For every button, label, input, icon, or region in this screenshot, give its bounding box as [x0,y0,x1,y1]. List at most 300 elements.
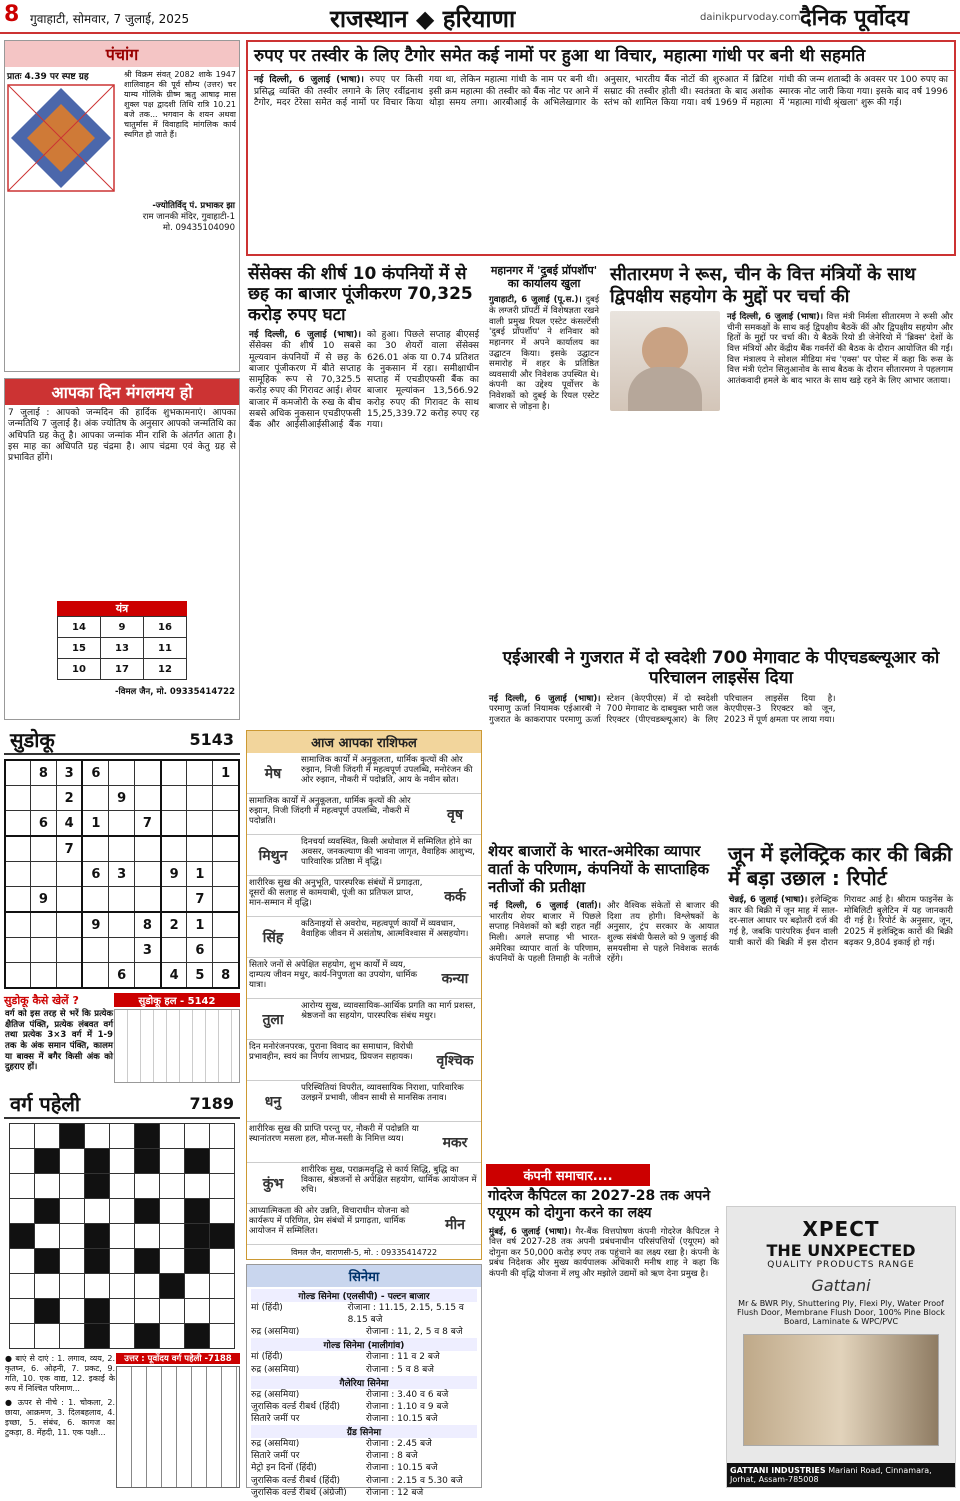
crossword-black-cell [85,1299,110,1324]
ev-headline[interactable]: जून में इलेक्ट्रिक कार की बिक्री में बड़ा उछाल : रिपोर्ट [728,842,953,890]
crossword-cell[interactable] [110,1149,135,1174]
sudoku-cell[interactable] [56,887,82,913]
crossword-black-cell [160,1274,185,1299]
lead-dateline: नई दिल्ली, 6 जुलाई (भाषा)। [254,75,364,86]
sudoku-cell[interactable] [213,811,239,837]
crossword-solution-grid [116,1366,240,1488]
crossword-clues-down: ● ऊपर से नीचे : 1. चोकला, 2. छाया, आक्रमण, 3. दिलबहलाव, 4. इच्छा, 5. संबंध, 6. कागज का टुकड़ा, 8. मेंहदी, 11. एक पक्षी... [5,1398,115,1437]
sudoku-cell[interactable]: 7 [187,887,213,913]
sudoku-cell[interactable] [161,760,187,786]
crossword-cell[interactable] [85,1124,110,1149]
zodiac-sign-name: धनु [264,1093,282,1110]
section-title: राजस्थान ◆ हरियाणा [330,5,516,33]
company-headline[interactable]: गोदरेज कैपिटल का 2027-28 तक अपने एयूएम को दोगुना करने का लक्ष्य [488,1188,711,1221]
crossword-cell[interactable] [185,1274,210,1299]
crossword-title: वर्ग पहेली [10,1092,81,1116]
sudoku-cell[interactable] [109,836,135,862]
sudoku-cell[interactable] [82,887,108,913]
panchang-title: पंचांग [5,41,239,67]
ad-address: Mariani Road, Cinnamara, Jorhat, Assam-785008 [730,1466,932,1484]
sudoku-cell[interactable] [5,836,30,862]
crossword-cell[interactable] [60,1249,85,1274]
crossword-cell[interactable] [210,1174,235,1199]
rashifal-row [247,917,481,958]
aerb-headline[interactable]: एईआरबी ने गुजरात में दो स्वदेशी 700 मेगावाट के पीएचडब्ल्यूआर को परिचालन लाइसेंस दिया [502,648,940,689]
rashifal-row [247,835,481,876]
crossword-black-cell [85,1249,110,1274]
sudoku-title: सुडोकू [10,728,55,752]
crossword-cell[interactable] [10,1199,35,1224]
dubai-body: दुबई के लग्जरी प्रॉपर्टी में विशेषज्ञता रखने वाली प्रमुख रियल एस्टेट कंसल्टेंसी 'दुबई प्रॉपर्शॉप' ने शनिवार को महानगर में अपने कार्यालय का उद्घाटन किया। इसके उद्घाटन समारोह में शहर के प्रतिष्ठित व्यवसायी और निवेशक उपस्थित थे। कंपनी का उद्देश्य पूर्वोत्तर के निवेशकों को दुबई के रियल एस्टेट बाजार से जोड़ना है। [489,295,600,412]
sitharaman-story [606,262,956,642]
company-dateline: मुंबई, 6 जुलाई (भाषा)। [489,1226,572,1237]
dubai-headline[interactable]: महानगर में 'दुबई प्रॉपर्शॉप' का कार्यालय खुला [490,264,598,291]
crossword-cell[interactable] [60,1149,85,1174]
zodiac-sign-name: वृष [447,806,463,823]
crossword-cell[interactable] [110,1199,135,1224]
sudoku-cell[interactable] [187,760,213,786]
sudoku-cell[interactable]: 3 [134,938,160,963]
ad-brand: Gattani [811,1276,871,1295]
sudoku-cell[interactable] [30,862,56,887]
zodiac-sign-text: शारीरिक सुख की प्राप्ति परन्तु पर, नौकरी में पदोन्नति या स्थानांतरण मसला हल, मौज-मस्ती के निमित्त व्यय। [249,1124,419,1145]
crossword-cell[interactable] [35,1324,60,1349]
sudoku-box [4,726,240,1088]
sudoku-cell[interactable] [187,811,213,837]
sudoku-cell[interactable] [213,938,239,963]
horoscope-chart-icon [7,84,115,192]
sudoku-cell[interactable]: 9 [109,786,135,811]
lead-body: रुपए पर किसी प्रसिद्ध व्यक्ति की तस्वीर लगाने के लिए रवींद्रनाथ टैगोर, मदर टेरेसा समेत कई नामों पर विचार किया गया था, लेकिन महात्मा गांधी के नाम पर बनी थी। इसी क्रम महात्मा की तस्वीर को बैंक नोट पर आने में थोड़ा समय लगा। आरबीआई के अभिलेखागार के अनुसार, भारतीय बैंक नोटों की शुरुआत में ब्रिटिश सम्राट की तस्वीर होती थी। स्वतंत्रता के बाद अशोक स्तंभ को शामिल किया गया। वर्ष 1969 में महात्मा गांधी की जन्म शताब्दी के अवसर पर 100 रुपए का स्मारक नोट जारी किया गया। इसके बाद वर्ष 1996 में 'महात्मा गांधी श्रृंखला' शुरू की गई। [254,75,948,108]
crossword-cell[interactable] [210,1274,235,1299]
crossword-cell[interactable] [10,1174,35,1199]
sudoku-cell[interactable] [161,786,187,811]
sudoku-cell[interactable] [82,963,108,989]
crossword-grid[interactable] [9,1123,235,1349]
sudoku-cell[interactable] [134,786,160,811]
masthead [0,0,960,34]
sudoku-cell[interactable]: 1 [213,760,239,786]
sudoku-cell[interactable] [109,760,135,786]
sudoku-cell[interactable]: 7 [134,811,160,837]
crossword-black-cell [35,1199,60,1224]
sensex-story [246,262,482,722]
crossword-cell[interactable] [160,1249,185,1274]
cinema-hall: गोल्ड सिनेमा (एलसीपी) - पल्टन बाजार [251,1289,477,1302]
company-news [486,1164,722,1488]
sudoku-cell[interactable]: 6 [187,938,213,963]
zodiac-sign-text: शारीरिक सुख की अनुभूति, पारस्परिक संबंधों में प्रगाढ़ता, दूसरों की सलाह से कामयाबी, पूंजी का प्रतिफल प्राप्त, मान-सम्मान में वृद्धि। [249,878,423,909]
rashifal-row [247,876,481,917]
crossword-cell[interactable] [10,1299,35,1324]
cinema-time: रोजाना : 2.45 बजे [366,1439,432,1450]
company-news-label: कंपनी समाचार.... [486,1164,650,1186]
sudoku-cell[interactable] [109,811,135,837]
cinema-hall: गैलेरिया सिनेमा [251,1376,477,1389]
cinema-listing [251,1413,477,1425]
sudoku-cell[interactable] [5,862,30,887]
dateline: गुवाहाटी, सोमवार, 7 जुलाई, 2025 [30,12,190,26]
crossword-black-cell [10,1224,35,1249]
cinema-film: मां (हिंदी) [251,1352,283,1363]
dubai-dateline: गुवाहाटी, 6 जुलाई (पू.स.)। [489,295,582,306]
crossword-black-cell [185,1249,210,1274]
crossword-cell[interactable] [110,1274,135,1299]
yantra-title: यंत्र [57,601,187,616]
crossword-black-cell [135,1199,160,1224]
website-link[interactable]: dainikpurvoday.com [700,12,801,23]
ad-product-image [743,1334,939,1446]
sudoku-cell[interactable]: 8 [213,963,239,989]
crossword-cell[interactable] [110,1224,135,1249]
sudoku-cell[interactable] [187,836,213,862]
zodiac-sign-name: मकर [442,1134,468,1151]
cinema-time: रोजाना : 12 बजे [366,1487,424,1498]
sudoku-cell[interactable] [5,811,30,837]
sudoku-cell[interactable]: 9 [161,862,187,887]
daily-box-body: 7 जुलाई : आपको जन्मदिन की हार्दिक शुभकामनाएं। आपका जन्मतिथि 7 जुलाई है। अंक ज्योतिष के अनुसार आपको जन्मतिथि का अधिपति ग्रह केतु है। आपका जन्मांक मीन राशि के अंतर्गत आता है। इस माह का अधिपति ग्रह चंद्रमा है। आप चंद्रमा एवं केतु ग्रह से प्रभावित होंगे। [8,408,236,463]
zodiac-sign-text: सामाजिक कार्यों में अनुकूलता, धार्मिक कृत्यों की ओर रुझान, निजी जिंदगी में महत्वपूर्ण उपलब्धि, मनोरंजन की ओर रुझान, नौकरी में पदोन्नति, आय के नवीन स्रोत। [301,755,473,786]
cinema-listing [251,1364,477,1376]
crossword-cell[interactable] [85,1199,110,1224]
sudoku-cell[interactable] [213,862,239,887]
sudoku-cell[interactable]: 6 [82,862,108,887]
sudoku-cell[interactable]: 6 [109,963,135,989]
sudoku-cell[interactable] [109,912,135,938]
sudoku-cell[interactable] [82,836,108,862]
crossword-cell[interactable] [135,1274,160,1299]
crossword-black-cell [210,1224,235,1249]
sitharaman-body: वित्त मंत्री निर्मला सीतारमण ने रूसी और चीनी समकक्षों के साथ कई द्विपक्षीय बैठकें कीं और द्विपक्षीय सहयोग और हितों के मुद्दों पर चर्चा की। ये बैठकें रियो डी जेनेरियो में 'ब्रिक्स' देशों के वित्त मंत्रियों और केंद्रीय बैंक गवर्नरों की बैठक के दौरान आयोजित की गईं। वित्त मंत्रालय ने सोशल मीडिया मंच 'एक्स' पर पोस्ट में कहा कि रूस के वित्त मंत्री एंटोन सिलुआनोव के साथ बैठक के दौरान सीतारमण ने पहलगाम आतंकवादी हमले के बाद भारत के साथ खड़े रहने के लिए आभार जताया। [727,312,953,386]
cinema-listing [251,1326,477,1338]
sudoku-cell[interactable] [134,836,160,862]
zodiac-sign-name: सिंह [262,929,284,946]
crossword-cell[interactable] [135,1224,160,1249]
sudoku-cell[interactable] [5,760,30,786]
sudoku-cell[interactable] [213,836,239,862]
rashifal-row [247,1204,481,1245]
crossword-cell[interactable] [10,1324,35,1349]
sudoku-cell[interactable]: 7 [56,836,82,862]
sudoku-cell[interactable] [109,938,135,963]
crossword-cell[interactable] [210,1249,235,1274]
crossword-cell[interactable] [35,1124,60,1149]
rashifal-row [247,1163,481,1204]
crossword-cell[interactable] [160,1299,185,1324]
crossword-cell[interactable] [60,1224,85,1249]
crossword-black-cell [35,1249,60,1274]
sudoku-cell[interactable]: 6 [82,760,108,786]
sudoku-cell[interactable] [161,887,187,913]
crossword-cell[interactable] [210,1199,235,1224]
cinema-film: रुद्र (असमिया) [251,1327,300,1338]
crossword-cell[interactable] [185,1124,210,1149]
crossword-cell[interactable] [210,1149,235,1174]
cinema-listing [251,1475,477,1487]
cinema-listing [251,1450,477,1462]
sudoku-cell[interactable]: 2 [56,786,82,811]
zodiac-sign-name: मिथुन [258,847,288,864]
rashifal-row [247,1040,481,1081]
cinema-listing [251,1401,477,1413]
cinema-film: रुद्र (असमिया) [251,1389,300,1400]
sudoku-cell[interactable]: 1 [82,811,108,837]
sudoku-cell[interactable] [213,887,239,913]
sudoku-cell[interactable] [56,912,82,938]
cinema-time: रोजाना : 11.15, 2.15, 5.15 व 8.15 बजे [347,1303,464,1326]
cinema-time: रोजाना : 10.15 बजे [366,1463,438,1474]
sitharaman-photo [610,311,720,411]
crossword-cell[interactable] [110,1299,135,1324]
cinema-film: मेट्रो इन दिनों (हिंदी) [251,1463,317,1474]
ad-tagline-3: QUALITY PRODUCTS RANGE [767,1260,915,1270]
zodiac-sign-text: परिस्थितियां विपरीत, व्यावसायिक निराशा, पारिवारिक उलझनें प्रभावी, जीवन साथी से मानसिक तनाव। [301,1083,464,1104]
rashifal-row [247,1122,481,1163]
sudoku-cell[interactable] [5,786,30,811]
sudoku-cell[interactable] [161,811,187,837]
rashifal-title: आज आपका राशिफल [247,731,481,753]
daily-box-title: आपका दिन मंगलमय हो [5,379,239,405]
rashifal-row [247,1081,481,1122]
crossword-black-cell [85,1324,110,1349]
crossword-black-cell [135,1124,160,1149]
sudoku-cell[interactable] [5,963,30,989]
cinema-time: रोजाना : 5 व 8 बजे [366,1364,434,1375]
crossword-cell[interactable] [110,1324,135,1349]
sitharaman-headline[interactable]: सीतारमण ने रूस, चीन के वित्त मंत्रियों के साथ द्विपक्षीय सहयोग के मुद्दों पर चर्चा की [610,264,916,307]
sudoku-cell[interactable] [134,862,160,887]
ad-products: Mr & BWR Ply, Shuttering Ply, Flexi Ply, Water Proof Flush Door, Membrane Flush Door, 100% Pine Block Board, Laminate & WPC/PVC [737,1299,945,1326]
crossword-cell[interactable] [60,1324,85,1349]
sudoku-cell[interactable] [56,938,82,963]
sitharaman-dateline: नई दिल्ली, 6 जुलाई (भाषा)। [727,312,824,323]
sudoku-solution-title: सुडोकू हल - 5142 [114,993,240,1007]
cinema-film: जुरासिक वर्ल्ड रीबर्थ (अंग्रेजी) [251,1487,347,1498]
sensex-dateline: नई दिल्ली, 6 जुलाई (भाषा)। [249,330,361,341]
sudoku-cell[interactable] [161,938,187,963]
cinema-film: रुद्र (असमिया) [251,1439,300,1450]
crossword-cell[interactable] [160,1149,185,1174]
zodiac-sign-name: मेष [264,765,282,782]
crossword-cell[interactable] [60,1174,85,1199]
cinema-title: सिनेमा [247,1265,481,1287]
share-body: भारतीय शेयर बाजार में पिछले सप्ताह निवेशकों को बड़ी राहत नहीं मिली। अगले सप्ताह भी भारत-अमेरिका व्यापार वार्ता के परिणाम, कंपनियों के पहली तिमाही के नतीजे और वैश्विक संकेतों से बाजार की दिशा तय होगी। विश्लेषकों के अनुसार, ट्रंप सरकार के आयात शुल्क संबंधी फैसले को 9 जुलाई की समयसीमा से पहले निवेशक सतर्क रहेंगे। [489,901,719,965]
aerb-dateline: नई दिल्ली, 6 जुलाई (भाषा)। [489,693,601,704]
sudoku-cell[interactable] [30,963,56,989]
sudoku-cell[interactable] [213,786,239,811]
crossword-cell[interactable] [185,1299,210,1324]
sudoku-cell[interactable] [5,912,30,938]
sudoku-cell[interactable]: 9 [82,912,108,938]
sudoku-cell[interactable]: 4 [161,963,187,989]
crossword-black-cell [35,1299,60,1324]
gattani-ad[interactable] [726,1206,956,1488]
cinema-listing [251,1462,477,1474]
zodiac-sign-name: मीन [445,1216,465,1233]
crossword-cell[interactable] [160,1199,185,1224]
ad-tagline-1: XPECT [802,1217,880,1241]
cinema-time: रोजाना : 1.10 व 9 बजे [366,1401,449,1412]
page-number: 8 [4,2,20,27]
sudoku-cell[interactable] [161,836,187,862]
ev-body: इलेक्ट्रिक कार की बिक्री में जून माह में साल-दर-साल आधार पर बढ़ोतरी दर्ज की गई है, जबकि पारंपरिक ईंधन वाली यात्री कारों की बिक्री में इस दौरान गिरावट आई है। श्रीराम फाइनेंस के मोबिलिटी बुलेटिन में यह जानकारी दी गई है। रिपोर्ट के अनुसार, जून, 2025 में इलेक्ट्रिक कारों की बिक्री बढ़कर 9,804 इकाई हो गई। [729,895,953,948]
rashifal-row [247,958,481,999]
crossword-cell[interactable] [10,1274,35,1299]
ad-tagline-2: THE UNXPECTED [766,1241,916,1260]
panchang-phone: मो. 09435104090 [162,223,235,233]
share-story [486,840,722,1160]
crossword-cell[interactable] [35,1274,60,1299]
cinema-time: रोजाना : 8 बजे [366,1451,418,1462]
sudoku-cell[interactable]: 2 [161,912,187,938]
crossword-cell[interactable] [35,1224,60,1249]
crossword-black-cell [35,1149,60,1174]
cinema-listing [251,1487,477,1499]
rashifal-row [247,999,481,1040]
cinema-film: सितारे जमीं पर [251,1413,300,1424]
crossword-cell[interactable] [10,1249,35,1274]
sudoku-cell[interactable] [134,963,160,989]
rashifal-footer: विमल जैन, वाराणसी-5, मो. : 09335414722 [290,1248,438,1257]
sudoku-cell[interactable] [56,963,82,989]
zodiac-sign-name: कन्या [441,970,469,987]
cinema-time: रोजाना : 11 व 2 बजे [366,1352,440,1363]
yantra-grid: 14 9 16 15 13 11 10 17 12 [57,616,187,680]
cinema-listing [251,1389,477,1401]
zodiac-sign-text: दिनचर्या व्यवस्थित, किसी अधोवाल में सम्मिलित होने का अवसर, जनकल्याण की भावना जागृत, वैवाहिक आशुभ्य, पारिवारिक प्रतिष्ठा में वृद्धि। [301,837,475,868]
crossword-cell[interactable] [185,1174,210,1199]
crossword-cell[interactable] [85,1274,110,1299]
cinema-time: रोजाना : 3.40 व 6 बजे [366,1389,449,1400]
zodiac-sign-name: कर्क [444,888,466,905]
sudoku-cell[interactable] [134,887,160,913]
cinema-film: सितारे जमीं पर [251,1451,300,1462]
sudoku-grid[interactable] [4,759,240,989]
crossword-black-cell [85,1224,110,1249]
brand-logo: दैनिक पूर्वोदय [800,6,910,31]
crossword-black-cell [185,1324,210,1349]
sudoku-cell[interactable] [30,836,56,862]
crossword-cell[interactable] [160,1324,185,1349]
sunrise-note: प्रातः 4.39 पर स्पष्ट ग्रह [7,72,89,82]
cinema-film: जुरासिक वर्ल्ड रीबर्थ (हिंदी) [251,1475,341,1486]
crossword-cell[interactable] [160,1174,185,1199]
crossword-cell[interactable] [60,1274,85,1299]
crossword-cell[interactable] [35,1174,60,1199]
rashifal-box [246,730,482,1260]
sudoku-cell[interactable]: 8 [30,760,56,786]
cinema-film: मां (हिंदी) [251,1303,283,1313]
crossword-black-cell [185,1149,210,1174]
cinema-film: रुद्र (असमिया) [251,1364,300,1375]
crossword-cell[interactable] [210,1124,235,1149]
share-headline[interactable]: शेयर बाजारों के भारत-अमेरिका व्यापार वार्ता के परिणाम, कंपनियों के साप्ताहिक नतीजों की प्रतीक्षा [488,842,710,896]
sudoku-cell[interactable] [109,887,135,913]
sudoku-howto-title: सुडोकू कैसे खेलें ? [4,994,79,1007]
zodiac-sign-text: कठिनाइयों से अवरोध, महत्वपूर्ण कार्यों में व्यवधान, वैवाहिक जीवन में असंतोष, आत्मविश्वास में असहयोग। [301,919,469,940]
zodiac-sign-text: दिन मनोरंजनपरक, पुराना विवाद का समाधान, विरोधी प्रभावहीन, स्वयं का निर्णय लाभप्रद, प्रियजन सहायक। [249,1042,414,1063]
sudoku-cell[interactable]: 1 [187,862,213,887]
sudoku-cell[interactable] [30,786,56,811]
sudoku-number: 5143 [189,730,234,749]
crossword-cell[interactable] [110,1124,135,1149]
sudoku-cell[interactable]: 1 [187,912,213,938]
sudoku-cell[interactable] [30,912,56,938]
zodiac-sign-name: वृश्चिक [436,1052,474,1069]
sudoku-cell[interactable]: 6 [30,811,56,837]
sudoku-cell[interactable] [30,938,56,963]
lead-story [246,40,956,256]
rashifal-row [247,794,481,835]
cinema-time: रोजाना : 2.15 व 5.30 बजे [366,1475,463,1486]
sudoku-cell[interactable]: 5 [187,963,213,989]
crossword-cell[interactable] [10,1149,35,1174]
crossword-black-cell [85,1149,110,1174]
crossword-black-cell [135,1249,160,1274]
cinema-film: जुरासिक वर्ल्ड रीबर्थ (हिंदी) [251,1401,341,1412]
sudoku-cell[interactable] [82,786,108,811]
crossword-cell[interactable] [210,1299,235,1324]
crossword-cell[interactable] [210,1324,235,1349]
crossword-cell[interactable] [110,1174,135,1199]
panchang-author: -ज्योतिर्विद् पं. प्रभाकर झा [152,201,235,211]
sensex-headline[interactable]: सेंसेक्स की शीर्ष 10 कंपनियों में से छह का बाजार पूंजीकरण 70,325 करोड़ रुपए घटा [248,264,473,325]
daily-box-footer: -विमल जैन, मो. 09335414722 [114,687,235,697]
panchang-body: श्री विक्रम संवत् 2082 शाके 1947 शालिवाहन की पूर्व सौम्य (उत्तर) चर याम्य गोलिके ग्रीष्म ऋतु आषाढ़ मास शुक्ल पक्ष द्वादशी तिथि रात्रि 10.21 बजे तक... भगवान के शयन अथवा चातुर्मास में विवाहादि मांगलिक कार्य स्थगित हो जाते हैं। [124,70,236,139]
sudoku-cell[interactable]: 9 [30,887,56,913]
zodiac-sign-name: कुंभ [262,1175,284,1192]
ad-company: GATTANI INDUSTRIES [730,1466,826,1475]
crossword-number: 7189 [189,1094,234,1113]
sudoku-cell[interactable] [82,938,108,963]
aerb-story [486,646,956,836]
sudoku-cell[interactable]: 3 [56,760,82,786]
crossword-cell[interactable] [110,1249,135,1274]
sudoku-cell[interactable]: 3 [109,862,135,887]
crossword-cell[interactable] [60,1299,85,1324]
lead-headline[interactable]: रुपए पर तस्वीर के लिए टैगोर समेत कई नामों पर हुआ था विचार, महात्मा गांधी पर बनी थी सहमति [248,42,954,71]
panchang-address: राम जानकी मंदिर, गुवाहाटी-1 [142,212,235,222]
crossword-cell[interactable] [160,1224,185,1249]
crossword-cell[interactable] [10,1124,35,1149]
crossword-cell[interactable] [160,1124,185,1149]
sudoku-cell[interactable]: 8 [134,912,160,938]
sudoku-cell[interactable] [213,912,239,938]
crossword-solution-title: उत्तर : पूर्वोदय वर्ग पहेली -7188 [116,1353,240,1364]
daily-box [4,378,240,720]
sudoku-cell[interactable] [134,760,160,786]
sensex-body: सेंसेक्स की शीर्ष 10 सबसे मूल्यवान कंपनियों में से छह के बाजार पूंजीकरण में बीते सप्ताह सामूहिक रूप से 70,325.5 करोड़ रुपए की गिरावट आई। शेयर बाजार में कमजोरी के रुख के बीच सबसे अधिक नुकसान एचडीएफसी बैंक और आईसीआईसीआई बैंक को हुआ। पिछले सप्ताह बीएसई का 30 शेयरों वाला सेंसेक्स 626.01 अंक या 0.74 प्रतिशत के नुकसान में रहा। समीक्षाधीन सप्ताह में एचडीएफसी बैंक का बाजार मूल्यांकन 13,566.92 करोड़ रुपए की गिरावट के साथ 15,25,339.72 करोड़ रुपए रह गया। [249,330,479,431]
sudoku-cell[interactable] [5,887,30,913]
sudoku-cell[interactable] [56,862,82,887]
crossword-clues-across: ● बाएं से दाएं : 1. लगाव, व्यय, 2. कृतघ्न, 6. ओढ़नी, 7. प्रकट, 9. गति, 10. एक वाद्य, 12. इकाई के रूप में निश्चित परिमाण... [5,1354,115,1393]
sudoku-cell[interactable] [5,938,30,963]
crossword-cell[interactable] [135,1174,160,1199]
rashifal-list [247,753,481,1245]
panchang-box [4,40,240,372]
sudoku-cell[interactable]: 4 [56,811,82,837]
ev-dateline: चेन्नई, 6 जुलाई (भाषा)। [729,895,808,905]
sudoku-cell[interactable] [187,786,213,811]
crossword-cell[interactable] [60,1199,85,1224]
rashifal-row [247,753,481,794]
cinema-time: रोजाना : 10.15 बजे [366,1413,438,1424]
zodiac-sign-name: तुला [262,1011,284,1028]
crossword-cell[interactable] [135,1299,160,1324]
crossword-black-cell [135,1324,160,1349]
zodiac-sign-text: सितारे जनों से अपेक्षित सहयोग, शुभ कार्यों में व्यय, दाम्पत्य जीवन मधुर, कार्य-निपुणता का उपयोग, धार्मिक यात्रा। [249,960,418,991]
zodiac-sign-text: शारीरिक सुख, पराक्रमवृद्धि से कार्य सिद्धि, बुद्धि का विकास, श्रेष्ठजनों से अपेक्षित सहयोग, धार्मिक आयोजन में रुचि। [301,1165,477,1196]
